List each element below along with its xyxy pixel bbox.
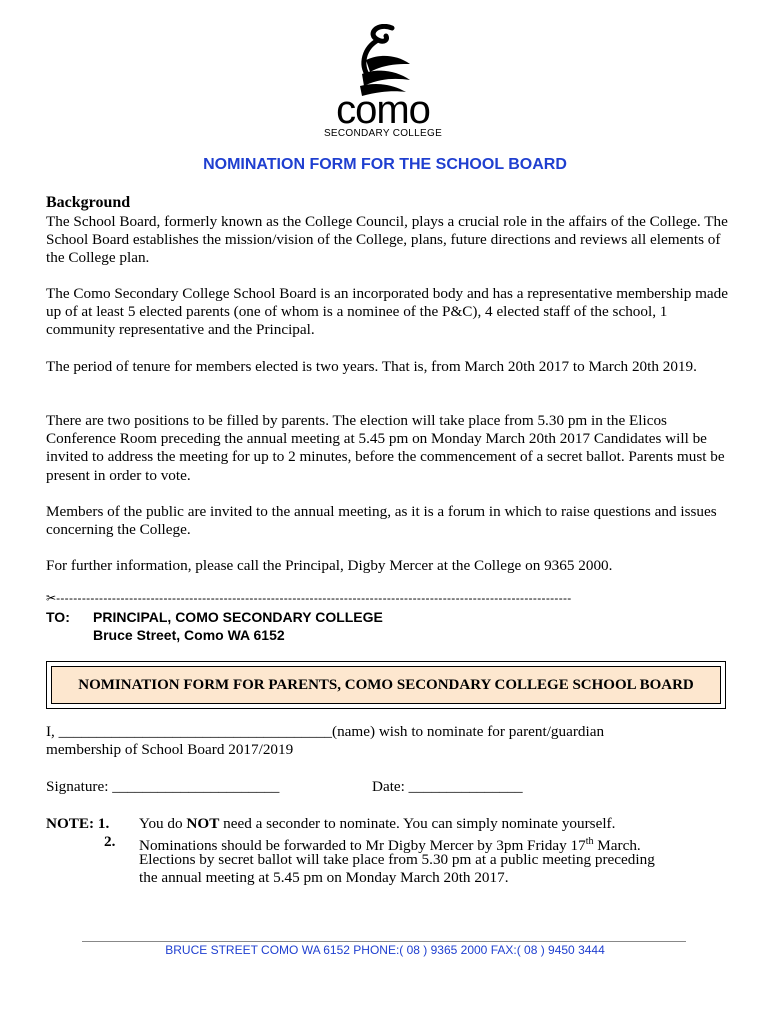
background-heading: Background — [46, 194, 131, 211]
note-item-2-line-2: Elections by secret ballot will take place from 5.30 pm at a public meeting preceding — [139, 851, 655, 868]
note-label: NOTE: 1. — [46, 815, 110, 832]
paragraph-3: The period of tenure for members elected is two years. That is, from March 20th 2017 to March 20th 2019. — [46, 358, 697, 375]
address-line-2: Bruce Street, Como WA 6152 — [93, 627, 285, 643]
footer-contact: BRUCE STREET COMO WA 6152 PHONE:( 08 ) 9365 2000 FAX:( 08 ) 9450 3444 — [165, 943, 605, 957]
form-title-box — [46, 661, 726, 709]
logo-subtitle: SECONDARY COLLEGE — [323, 128, 443, 139]
paragraph-4: There are two positions to be filled by parents. The election will take place from 5.30 pm in the Elicos Conference Room preceding the annual meeting at 5.45 pm on Monday March 20th 2017 Candidates will be invited to address the meeting for up to 2 minutes, before the commencement of a secret ballot. Parents must be present in order to vote. — [46, 412, 725, 484]
scissors-icon: ✂ — [46, 591, 57, 605]
cut-dashes: ------------------------------------------------------------------------------------------------------------------------ — [56, 591, 572, 605]
nomination-line-1: I, ____________________________________(name) wish to nominate for parent/guardian — [46, 723, 605, 740]
form-title: NOMINATION FORM FOR PARENTS, COMO SECONDARY COLLEGE SCHOOL BOARD — [51, 666, 721, 704]
note-number-2: 2. — [104, 833, 116, 850]
note-item-2-pre: Nominations should be forwarded to Mr Digby Mercer by 3pm Friday 17 — [139, 837, 586, 855]
note-item-2-sup: th — [585, 836, 594, 847]
note-item-2-line-3: the annual meeting at 5.45 pm on Monday March 20th 2017. — [139, 869, 509, 886]
paragraph-1: The School Board, formerly known as the College Council, plays a crucial role in the affairs of the College. The School Board establishes the mission/vision of the College, plans, future directions and reviews all elements of the College plan. — [46, 213, 728, 267]
nomination-line-2: membership of School Board 2017/2019 — [46, 741, 294, 758]
signature-field: Signature: ______________________ — [46, 778, 280, 795]
to-label: TO: — [46, 609, 70, 625]
note-item-2-post: March. — [593, 837, 641, 855]
logo-wordmark: como — [336, 88, 430, 132]
address-line-1: PRINCIPAL, COMO SECONDARY COLLEGE — [93, 609, 383, 625]
paragraph-2: The Como Secondary College School Board is an incorporated body and has a representative membership made up of at least 5 elected parents (one of whom is a nominee of the P&C), 4 elected staff of the school, 1 community representative and the Principal. — [46, 285, 728, 339]
note-item-1 — [139, 815, 615, 833]
note-item-1-bold: NOT — [186, 815, 220, 832]
swan-logo-icon — [348, 24, 418, 96]
cut-line — [46, 591, 726, 611]
date-field: Date: _______________ — [372, 778, 523, 795]
page-title: NOMINATION FORM FOR THE SCHOOL BOARD — [203, 156, 567, 173]
paragraph-6: For further information, please call the Principal, Digby Mercer at the College on 9365 2000. — [46, 557, 613, 574]
footer-rule — [82, 941, 686, 942]
note-item-1-pre: You do — [139, 815, 187, 832]
college-logo — [318, 24, 448, 142]
note-item-1-post: need a seconder to nominate. You can simply nominate yourself. — [219, 815, 616, 832]
paragraph-5: Members of the public are invited to the annual meeting, as it is a forum in which to raise questions and issues concerning the College. — [46, 503, 717, 539]
